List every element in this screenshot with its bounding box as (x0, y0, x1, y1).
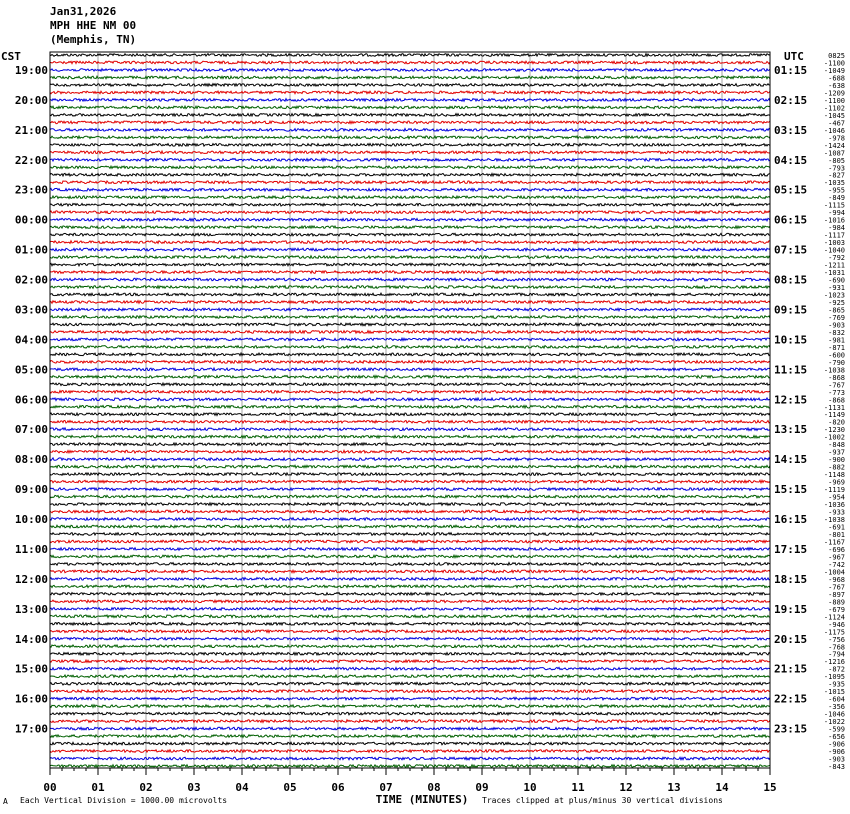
left-hour-label: 07:00 (14, 423, 48, 437)
trace-line (50, 398, 770, 401)
trace-offset-label: -906 (828, 740, 845, 749)
right-hour-label: 03:15 (774, 123, 808, 137)
trace-line (50, 548, 770, 551)
right-hour-label: 11:15 (774, 363, 808, 377)
x-tick-label: 00 (43, 781, 57, 794)
trace-offset-label: -1046 (823, 710, 845, 719)
trace-offset-label: -467 (828, 119, 845, 128)
trace-line (50, 720, 770, 723)
trace-offset-label: -1002 (823, 433, 845, 442)
trace-offset-label: -1040 (823, 246, 845, 255)
trace-line (50, 84, 770, 87)
trace-offset-label: -1131 (823, 403, 845, 412)
trace-offset-label: -792 (828, 254, 845, 263)
trace-offset-label: -773 (828, 388, 845, 397)
trace-line (50, 750, 770, 753)
trace-line (50, 338, 770, 341)
left-hour-label: 22:00 (14, 153, 48, 167)
x-tick-label: 10 (523, 781, 537, 794)
trace-line (50, 61, 770, 64)
x-tick-label: 04 (235, 781, 249, 794)
trace-line (50, 667, 770, 670)
x-tick-label: 15 (763, 781, 777, 794)
trace-line (50, 638, 770, 641)
trace-offset-label: -599 (828, 725, 845, 734)
right-hour-label: 08:15 (774, 273, 808, 287)
right-hour-label: 15:15 (774, 483, 808, 497)
trace-offset-label: -1100 (823, 59, 845, 68)
left-hour-label: 17:00 (14, 722, 48, 736)
trace-line (50, 488, 770, 491)
trace-offset-label: -954 (828, 493, 845, 502)
trace-line (50, 652, 770, 655)
trace-line (50, 173, 770, 176)
trace-line (50, 525, 770, 528)
trace-line (50, 675, 770, 678)
trace-line (50, 420, 770, 423)
trace-offset-label: -882 (828, 463, 845, 472)
trace-offset-label: -691 (828, 523, 845, 532)
x-tick-label: 13 (667, 781, 681, 794)
x-tick-label: 12 (619, 781, 633, 794)
trace-line (50, 226, 770, 229)
trace-offset-label: -872 (828, 665, 845, 674)
right-hour-label: 17:15 (774, 542, 808, 556)
trace-offset-label: -690 (828, 276, 845, 285)
x-tick-label: 08 (427, 781, 441, 794)
left-hour-label: 19:00 (14, 63, 48, 77)
left-hour-label: 15:00 (14, 662, 48, 676)
left-hour-label: 00:00 (14, 213, 48, 227)
trace-line (50, 308, 770, 311)
trace-offset-label: -1015 (823, 688, 845, 697)
right-hour-label: 14:15 (774, 453, 808, 467)
trace-offset-label: -768 (828, 643, 845, 652)
trace-line (50, 555, 770, 558)
right-hour-label: 02:15 (774, 93, 808, 107)
trace-offset-label: -679 (828, 605, 845, 614)
trace-line (50, 383, 770, 386)
trace-offset-label: -638 (828, 81, 845, 90)
trace-line (50, 697, 770, 700)
trace-line (50, 376, 770, 379)
trace-offset-label: -969 (828, 478, 845, 487)
trace-offset-label: -935 (828, 680, 845, 689)
left-hour-label: 08:00 (14, 453, 48, 467)
trace-line (50, 106, 770, 109)
trace-offset-label: -805 (828, 156, 845, 165)
right-hour-label: 04:15 (774, 153, 808, 167)
right-timezone-label: UTC (784, 50, 804, 63)
right-hour-label: 16:15 (774, 513, 808, 527)
trace-line (50, 188, 770, 191)
trace-offset-label: -981 (828, 336, 845, 345)
trace-offset-label: -1100 (823, 96, 845, 105)
trace-offset-label: -1038 (823, 516, 845, 525)
trace-line (50, 630, 770, 633)
trace-line (50, 301, 770, 304)
trace-line (50, 735, 770, 738)
trace-line (50, 76, 770, 79)
trace-offset-label: -1031 (823, 269, 845, 278)
trace-offset-label: -793 (828, 164, 845, 173)
left-hour-label: 11:00 (14, 542, 48, 556)
right-hour-label: 21:15 (774, 662, 808, 676)
trace-offset-label: -925 (828, 298, 845, 307)
right-hour-label: 06:15 (774, 213, 808, 227)
trace-offset-label: -978 (828, 134, 845, 143)
corner-mark: A (3, 797, 8, 806)
trace-offset-label: -903 (828, 321, 845, 330)
trace-offset-label: -767 (828, 583, 845, 592)
left-hour-label: 01:00 (14, 243, 48, 257)
trace-offset-label: -1424 (823, 141, 845, 150)
right-hour-label: 05:15 (774, 183, 808, 197)
trace-line (50, 391, 770, 394)
trace-line (50, 211, 770, 214)
trace-offset-label: -1022 (823, 718, 845, 727)
trace-line (50, 278, 770, 281)
trace-offset-label: -1117 (823, 231, 845, 240)
trace-offset-label: -1211 (823, 261, 845, 270)
trace-line (50, 69, 770, 72)
x-tick-label: 11 (571, 781, 585, 794)
trace-line (50, 533, 770, 536)
trace-offset-label: -1023 (823, 291, 845, 300)
trace-offset-label: -900 (828, 456, 845, 465)
trace-offset-label: -848 (828, 441, 845, 450)
x-axis-title: TIME (MINUTES) (375, 793, 469, 806)
trace-line (50, 331, 770, 334)
trace-line (50, 473, 770, 476)
trace-line (50, 159, 770, 162)
trace-line (50, 248, 770, 251)
trace-line (50, 578, 770, 581)
trace-line (50, 742, 770, 745)
trace-line (50, 540, 770, 543)
trace-offset-label: -994 (828, 209, 845, 218)
trace-line (50, 585, 770, 588)
trace-offset-label: -769 (828, 313, 845, 322)
trace-line (50, 91, 770, 94)
trace-offset-label: -604 (828, 695, 845, 704)
left-hour-label: 02:00 (14, 273, 48, 287)
header-location: (Memphis, TN) (50, 33, 137, 46)
trace-offset-label: -984 (828, 224, 845, 233)
trace-line (50, 510, 770, 513)
left-hour-label: 05:00 (14, 363, 48, 377)
trace-line (50, 480, 770, 483)
trace-offset-label: -1216 (823, 658, 845, 667)
trace-offset-label: -1045 (823, 111, 845, 120)
trace-line (50, 428, 770, 431)
trace-offset-label: -600 (828, 351, 845, 360)
trace-offset-label: -656 (828, 733, 845, 742)
trace-line (50, 346, 770, 349)
trace-offset-label: -889 (828, 598, 845, 607)
trace-line (50, 256, 770, 259)
trace-line (50, 623, 770, 626)
trace-line (50, 600, 770, 603)
trace-offset-label: -1175 (823, 628, 845, 637)
left-timezone-label: CST (1, 50, 21, 63)
trace-offset-label: -865 (828, 306, 845, 315)
left-hour-label: 16:00 (14, 692, 48, 706)
trace-line (50, 353, 770, 356)
trace-offset-label: -903 (828, 755, 845, 764)
trace-line (50, 727, 770, 730)
trace-line (50, 563, 770, 566)
trace-line (50, 660, 770, 663)
trace-line (50, 166, 770, 169)
trace-offset-label: -1230 (823, 426, 845, 435)
trace-offset-label: -794 (828, 650, 845, 659)
trace-offset-label: -946 (828, 620, 845, 629)
left-hour-label: 14:00 (14, 632, 48, 646)
right-hour-label: 19:15 (774, 602, 808, 616)
trace-offset-label: -1148 (823, 471, 845, 480)
right-hour-label: 20:15 (774, 632, 808, 646)
trace-line (50, 181, 770, 184)
trace-offset-label: -968 (828, 575, 845, 584)
trace-offset-label: -967 (828, 553, 845, 562)
right-hour-label: 01:15 (774, 63, 808, 77)
trace-offset-label: -756 (828, 635, 845, 644)
trace-line (50, 705, 770, 708)
trace-offset-label: -1167 (823, 538, 845, 547)
right-hour-label: 18:15 (774, 572, 808, 586)
trace-offset-label: -955 (828, 186, 845, 195)
right-hour-label: 23:15 (774, 722, 808, 736)
trace-line (50, 518, 770, 521)
trace-line (50, 218, 770, 221)
trace-offset-label: -742 (828, 560, 845, 569)
x-tick-label: 02 (139, 781, 153, 794)
trace-line (50, 233, 770, 236)
header-station: MPH HHE NM 00 (50, 19, 137, 32)
trace-offset-label: -767 (828, 381, 845, 390)
trace-line (50, 413, 770, 416)
trace-offset-label: -827 (828, 171, 845, 180)
trace-line (50, 765, 770, 768)
trace-offset-label: -688 (828, 74, 845, 83)
left-hour-label: 12:00 (14, 572, 48, 586)
trace-line (50, 495, 770, 498)
trace-line (50, 121, 770, 124)
trace-line (50, 712, 770, 715)
trace-line (50, 129, 770, 132)
x-tick-label: 09 (475, 781, 489, 794)
trace-line (50, 361, 770, 364)
trace-line (50, 682, 770, 685)
trace-line (50, 465, 770, 468)
trace-offset-label: -1003 (823, 239, 845, 248)
right-hour-label: 07:15 (774, 243, 808, 257)
left-hour-label: 04:00 (14, 333, 48, 347)
trace-line (50, 99, 770, 102)
trace-offset-label: -1149 (823, 411, 845, 420)
trace-line (50, 151, 770, 154)
trace-line (50, 458, 770, 461)
trace-offset-label: -790 (828, 358, 845, 367)
trace-line (50, 435, 770, 438)
header-date: Jan31,2026 (50, 5, 117, 18)
trace-line (50, 293, 770, 296)
left-hour-label: 10:00 (14, 513, 48, 527)
trace-offset-label: -801 (828, 530, 845, 539)
trace-offset-label: -1095 (823, 673, 845, 682)
trace-offset-label: -931 (828, 284, 845, 293)
x-tick-label: 07 (379, 781, 393, 794)
right-hour-label: 22:15 (774, 692, 808, 706)
trace-offset-label: -849 (828, 194, 845, 203)
trace-offset-label: -871 (828, 343, 845, 352)
trace-offset-label: -1209 (823, 89, 845, 98)
trace-offset-label: -868 (828, 373, 845, 382)
trace-line (50, 316, 770, 319)
trace-line (50, 450, 770, 453)
trace-line (50, 615, 770, 618)
trace-line (50, 136, 770, 139)
trace-offset-label: -1016 (823, 216, 845, 225)
trace-offset-label: -1102 (823, 104, 845, 113)
trace-offset-label: -832 (828, 328, 845, 337)
trace-line (50, 241, 770, 244)
right-hour-label: 13:15 (774, 423, 808, 437)
trace-line (50, 570, 770, 573)
trace-line (50, 443, 770, 446)
x-tick-label: 14 (715, 781, 729, 794)
left-hour-label: 23:00 (14, 183, 48, 197)
trace-line (50, 608, 770, 611)
left-hour-label: 13:00 (14, 602, 48, 616)
x-tick-label: 06 (331, 781, 345, 794)
trace-offset-label: -1049 (823, 66, 845, 75)
trace-line (50, 263, 770, 266)
trace-line (50, 406, 770, 409)
trace-line (50, 54, 770, 57)
trace-line (50, 503, 770, 506)
trace-offset-label: -1004 (823, 568, 845, 577)
trace-offset-label: -906 (828, 748, 845, 757)
trace-offset-label: -820 (828, 418, 845, 427)
trace-offset-label: -937 (828, 448, 845, 457)
trace-offset-label: -1046 (823, 126, 845, 135)
right-hour-label: 09:15 (774, 303, 808, 317)
scale-note: Each Vertical Division = 1000.00 microvolts (20, 796, 228, 805)
trace-offset-label: -1115 (823, 201, 845, 210)
left-hour-label: 21:00 (14, 123, 48, 137)
clip-note: Traces clipped at plus/minus 30 vertical divisions (482, 796, 723, 805)
trace-line (50, 203, 770, 206)
left-hour-label: 09:00 (14, 483, 48, 497)
trace-line (50, 757, 770, 760)
trace-offset-label: -868 (828, 396, 845, 405)
trace-line (50, 368, 770, 371)
left-hour-label: 03:00 (14, 303, 48, 317)
trace-offset-label: -897 (828, 590, 845, 599)
trace-offset-label: -1036 (823, 501, 845, 510)
x-tick-label: 01 (91, 781, 105, 794)
trace-line (50, 114, 770, 117)
trace-line (50, 144, 770, 147)
trace-offset-label: -1119 (823, 486, 845, 495)
trace-offset-label: 0825 (828, 52, 845, 60)
trace-line (50, 690, 770, 693)
trace-offset-label: -1124 (823, 613, 845, 622)
trace-offset-label: -1038 (823, 366, 845, 375)
x-tick-label: 03 (187, 781, 201, 794)
left-hour-label: 20:00 (14, 93, 48, 107)
trace-offset-label: -933 (828, 508, 845, 517)
trace-offset-label: -1087 (823, 149, 845, 158)
x-tick-label: 05 (283, 781, 297, 794)
right-hour-label: 10:15 (774, 333, 808, 347)
trace-offset-label: -696 (828, 545, 845, 554)
left-hour-label: 06:00 (14, 393, 48, 407)
trace-line (50, 645, 770, 648)
right-hour-label: 12:15 (774, 393, 808, 407)
trace-line (50, 271, 770, 274)
trace-offset-label: -356 (828, 703, 845, 712)
trace-line (50, 593, 770, 596)
trace-offset-label: -1035 (823, 179, 845, 188)
trace-line (50, 196, 770, 199)
trace-line (50, 286, 770, 289)
trace-line (50, 323, 770, 326)
trace-offset-label: -843 (828, 763, 845, 771)
